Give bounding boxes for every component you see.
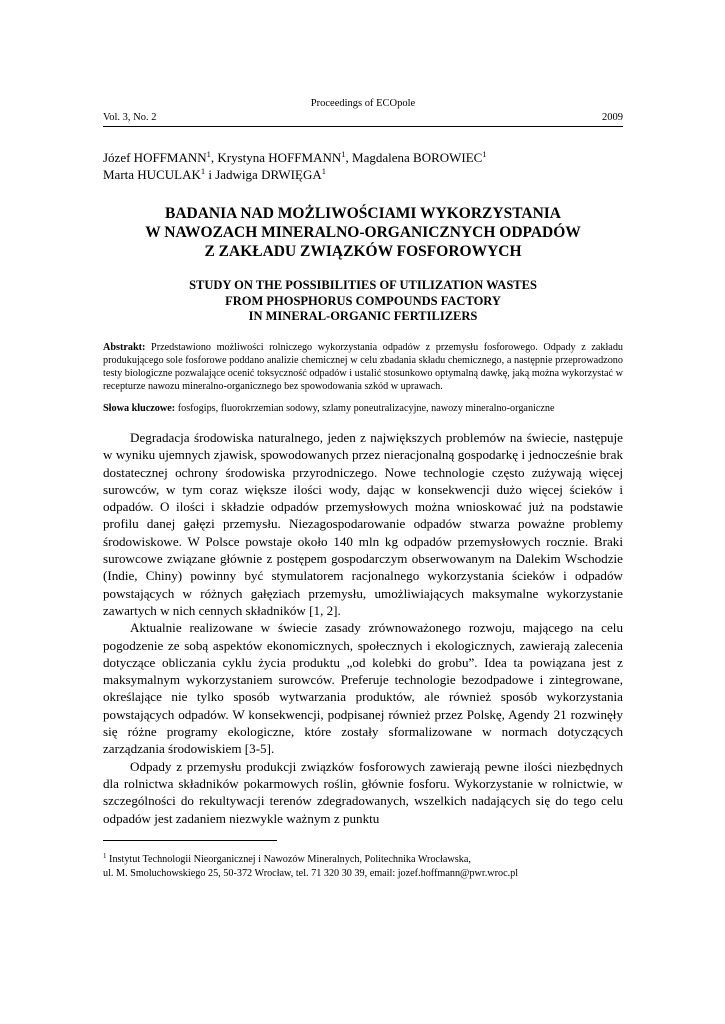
footnote [103,853,623,881]
footnote-affiliation: Instytut Technologii Nieorganicznej i Nawozów Mineralnych, Politechnika Wrocławska, [109,854,471,865]
title-english [103,278,623,325]
title-line: BADANIA NAD MOŻLIWOŚCIAMI WYKORZYSTANIA [164,205,561,222]
footnote-divider [103,840,277,841]
title-line: IN MINERAL-ORGANIC FERTILIZERS [248,309,478,323]
title-line: Z ZAKŁADU ZWIĄZKÓW FOSFOROWYCH [204,243,522,260]
author-name: Magdalena BOROWIEC [352,150,483,165]
keywords-label: Słowa kluczowe: [103,402,176,414]
body-paragraph: Odpady z przemysłu produkcji związków fosforowych zawierają pewne ilości niezbędnych dla rolnictwa składników pokarmowych roślin, głównie fosforu. Wykorzystanie w rolnictwie, w szczególności do rekultywacji terenów zdegradowanych, wszelkich nadających się do tego celu odpadów jest zadaniem niezwykle ważnym z punktu [103,758,623,826]
keywords [103,402,623,415]
paper-page [103,97,624,879]
author-name: Marta HUCULAK [103,166,201,182]
author-name: Józef HOFFMANN [103,150,207,165]
publication-year: 2009 [602,112,623,123]
author-name: Jadwiga DRWIĘGA [215,166,322,182]
abstract [103,341,623,394]
author-line-2 [103,167,623,184]
author-list [103,150,623,183]
volume-line [103,111,623,127]
body-paragraph: Degradacja środowiska naturalnego, jeden z największych problemów na świecie, następuje w wyniku ujemnych zjawisk, spowodowanych przez nieracjonalną gospodarkę i jednocześnie brak dostatecznej ochrony środowiska przyrodniczego. Nowe technologie często zużywają więcej surowców, w tym coraz większe ilości wody, dając w konsekwencji dużo więcej ścieków i odpadów. O ilości i składzie odpadów przemysłowych można wnioskować już na podstawie profilu danej gałęzi przemysłu. Niezagospodarowanie odpadów stwarza poważne problemy środowiskowe. W Polsce powstaje około 140 mln kg odpadów przemysłowych rocznie. Braki surowcowe związane głównie z postępem gospodarczym obserwowanym na Dalekim Wschodzie (Indie, Chiny) powinny być stymulatorem racjonalnego wykorzystania ścieków i odpadów powstających w różnych gałęziach przemysłu, umożliwiających maksymalne wykorzystanie zawartych w nich cennych składników [1, 2]. [103,429,623,618]
author-conjunction: i [205,166,216,182]
affiliation-mark: 1 [206,149,211,159]
title-line: STUDY ON THE POSSIBILITIES OF UTILIZATION WASTES [189,278,537,292]
body-text [103,429,623,827]
author-separator: , [345,150,353,165]
footnote-line-1 [103,853,623,867]
affiliation-mark: 1 [341,149,346,159]
author-name: Krystyna HOFFMANN [217,150,342,165]
footnote-line-2: ul. M. Smoluchowskiego 25, 50-372 Wrocław, tel. 71 320 30 39, email: jozef.hoffmann@pwr.wroc.pl [103,868,519,879]
keywords-text: fosfogips, fluorokrzemian sodowy, szlamy poneutralizacyjne, nawozy mineralno-organiczne [177,402,555,414]
abstract-label: Abstrakt: [103,341,146,353]
affiliation-mark: 1 [321,165,326,176]
title-line: W NAWOZACH MINERALNO-ORGANICZNYCH ODPADÓW [145,224,581,241]
title-polish [103,204,623,261]
body-paragraph: Aktualnie realizowane w świecie zasady zrównoważonego rozwoju, mającego na celu pogodzenie ze sobą aspektów ekonomicznych, społecznych i ekologicznych, zawierają zalecenia dotyczące obliczania cyklu życia produktu „od kolebki do grobu”. Idea ta powiązana jest z maksymalnym wykorzystaniem surowców. Preferuje technologie bezodpadowe i zintegrowane, określające nie tylko sposób wytwarzania produktów, ale również sposób wykorzystania powstających odpadów. W konsekwencji, podpisanej również przez Polskę, Agendy 21 rozwinęły się różne programy ekologiczne, które zostały sformalizowane w normach dotyczących zarządzania środowiskiem [3-5]. [103,620,623,757]
author-line-1 [103,150,623,167]
author-separator: , [210,150,218,165]
footnote-mark: 1 [103,852,107,860]
title-line: FROM PHOSPHORUS COMPOUNDS FACTORY [225,293,501,308]
volume-number: Vol. 3, No. 2 [103,112,157,123]
abstract-text: Przedstawiono możliwości rolniczego wykorzystania odpadów z przemysłu fosforowego. Odpady z zakładu produkującego sole fosforowe poddano analizie chemicznej w celu zbadania składu chemicznego, a następnie przeprowadzono testy biologiczne pozwalające ocenić toksyczność odpadów i ustalić stosunkowo optymalną dawkę, jaką można wykorzystać w recepturze nawozu mineralno-organicznego bez spowodowania szkód w uprawach. [103,341,624,393]
affiliation-mark: 1 [482,149,487,159]
running-head: Proceedings of ECOpole [310,98,416,109]
affiliation-mark: 1 [200,165,206,176]
